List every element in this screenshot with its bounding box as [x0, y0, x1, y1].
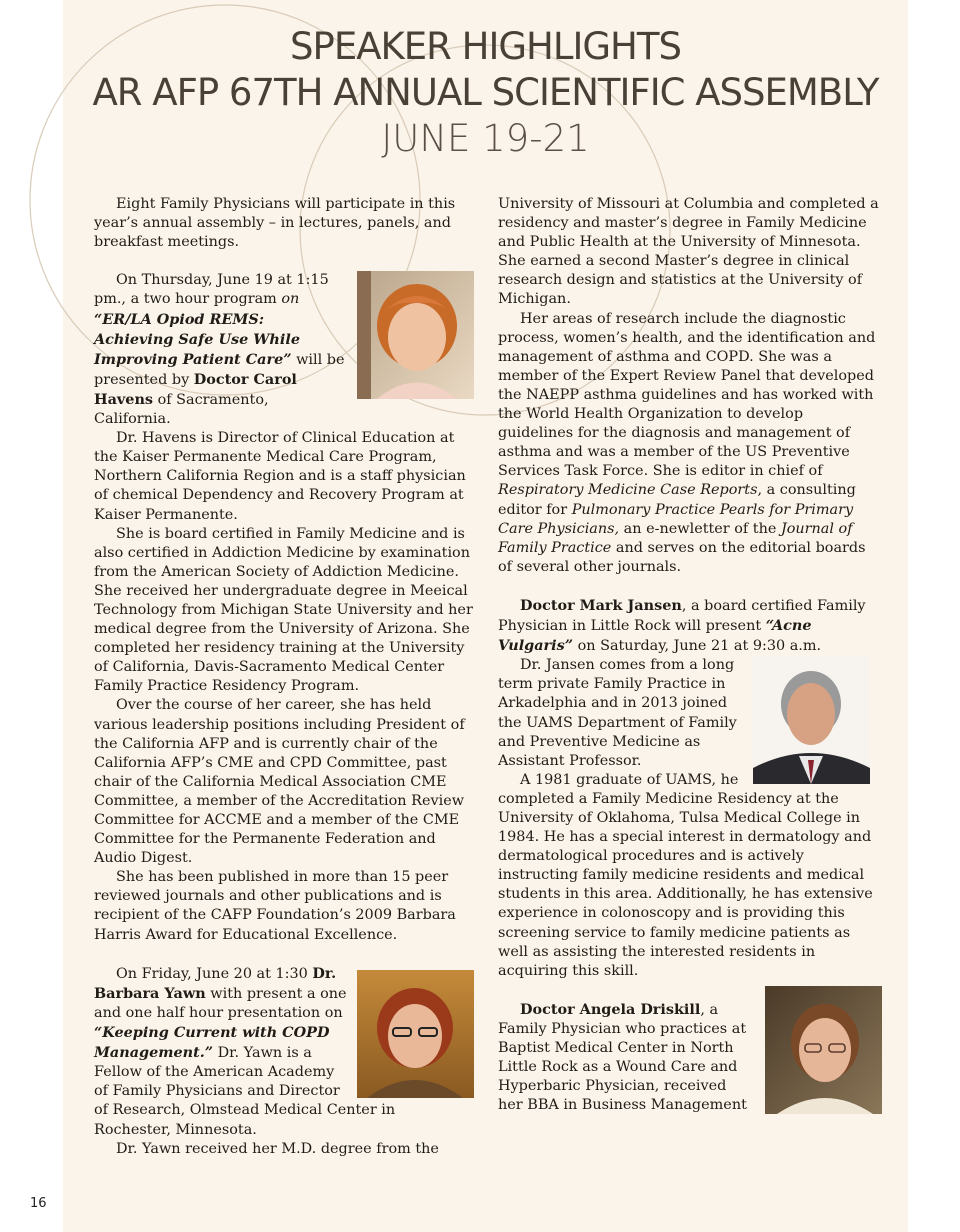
page-number: 16: [30, 1196, 47, 1211]
header-dates: JUNE 19-21: [381, 117, 590, 160]
havens-program-title: “ER/LA Opiod REMS: Achieving Safe Use While Improving Patient Care”: [94, 310, 300, 368]
header-title: SPEAKER HIGHLIGHTS: [290, 25, 681, 68]
yawn-speaker-name: Dr. Barbara Yawn: [94, 964, 337, 1002]
driskill-speaker-name: Doctor Angela Driskill: [520, 1000, 701, 1018]
jansen-bio-1: Dr. Jansen comes from a long term private Family Practice in Arkadelphia and in 2013 joined the UAMS Department of Family and Preventive Medicine as Assistant Professor.: [498, 657, 737, 769]
driskill-photo: [765, 986, 882, 1114]
havens-bio-1: Dr. Havens is Director of Clinical Education at the Kaiser Permanente Medical Care Program, Northern California Region and is a staff physician of chemical Dependency and Recovery Program at Kaiser Permanente.: [94, 430, 466, 523]
yawn-intro: On Friday, June 20 at 1:30 Dr. Barbara Yawn with present a one and one half hour presentation on “Keeping Current with COPD Management.” Dr. Yawn is a Fellow of the American Academy of Family Physicians and Director of Research, Olmstead Medical Center in Rochester, Minnesota.: [94, 964, 396, 1138]
jansen-speaker-name: Doctor Mark Jansen: [520, 596, 682, 614]
yawn-bio-3: Her areas of research include the diagnostic process, women’s health, and the identification and management of asthma and COPD. She was a member of the Expert Review Panel that developed the NAEPP asthma guidelines and has worked with the World Health Organization to develop guidelines for the diagnosis and management of asthma and was a member of the US Preventive Services Task Force. She is editor in chief of Respiratory Medicine Case Reports, a consulting editor for Pulmonary Practice Pearls for Primary Care Physicians, an e-newletter of the Journal of Family Practice and serves on the editorial boards of several other journals.: [498, 310, 876, 575]
havens-bio-2: She is board certified in Family Medicine and is also certified in Addiction Medicine by examination from the American Society of Addiction Medicine. She received her undergraduate degree in Meeical Technology from Michigan State University and her medical degree from the University of Arizona. She completed her residency training at the University of California, Davis-Sacramento Medical Center Family Practice Residency Program.: [94, 525, 473, 695]
havens-bio-4: She has been published in more than 15 peer reviewed journals and other publications and is recipient of the CAFP Foundation’s 2009 Barbara Harris Award for Educational Excellence.: [94, 869, 456, 943]
yawn-photo: [357, 970, 474, 1098]
right-column: [498, 195, 880, 1118]
jansen-program-title: “Acne Vulgaris”: [498, 617, 812, 655]
yawn-program-title: “Keeping Current with COPD Management.”: [94, 1024, 330, 1062]
havens-intro: On Thursday, June 19 at 1:15 pm., a two hour program on “ER/LA Opiod REMS: Achieving Safe Use While Improving Patient Care” will be presented by Doctor Carol Havens of Sacramento, California.: [94, 272, 345, 428]
jansen-photo: [753, 656, 870, 784]
yawn-bio-1: Dr. Yawn received her M.D. degree from the: [116, 1140, 439, 1157]
jansen-intro: Doctor Mark Jansen, a board certified Family Physician in Little Rock will present “Acne Vulgaris” on Saturday, June 21 at 9:30 a.m.: [498, 596, 866, 655]
yawn-bio-2: University of Missouri at Columbia and completed a residency and master’s degree in Family Medicine and Public Health at the University of Minnesota. She earned a second Master’s degree in clinical research design and statistics at the University of Michigan.: [498, 196, 879, 308]
left-column: [94, 195, 474, 1159]
jansen-bio-2: A 1981 graduate of UAMS, he completed a Family Medicine Residency at the University of Oklahoma, Tulsa Medical College in 1984. He has a special interest in dermatology and dermatological procedures and is actively instructing family medicine residents and medical students in this area. Additionally, he has extensive experience in colonoscopy and is providing this screening service to family medicine patients as well as assisting the interested residents in acquiring this skill.: [498, 771, 873, 979]
intro-paragraph: Eight Family Physicians will participate in this year’s annual assembly – in lectures, panels, and breakfast meetings.: [94, 196, 456, 251]
page-header: [63, 24, 908, 162]
header-event: AR AFP 67TH ANNUAL SCIENTIFIC ASSEMBLY: [92, 71, 879, 114]
driskill-intro: Doctor Angela Driskill, a Family Physician who practices at Baptist Medical Center in North Little Rock as a Wound Care and Hyperbaric Physician, received her BBA in Business Management: [498, 1000, 747, 1114]
havens-bio-3: Over the course of her career, she has held various leadership positions including President of the California AFP and is currently chair of the California AFP’s CME and CPD Committee, past chair of the California Medical Association CME Committee, a member of the Accreditation Review Committee for ACCME and a member of the CME Committee for the Permanente Federation and Audio Digest.: [94, 697, 465, 867]
havens-photo: [357, 271, 474, 399]
havens-speaker-name: Doctor Carol Havens: [94, 370, 297, 408]
